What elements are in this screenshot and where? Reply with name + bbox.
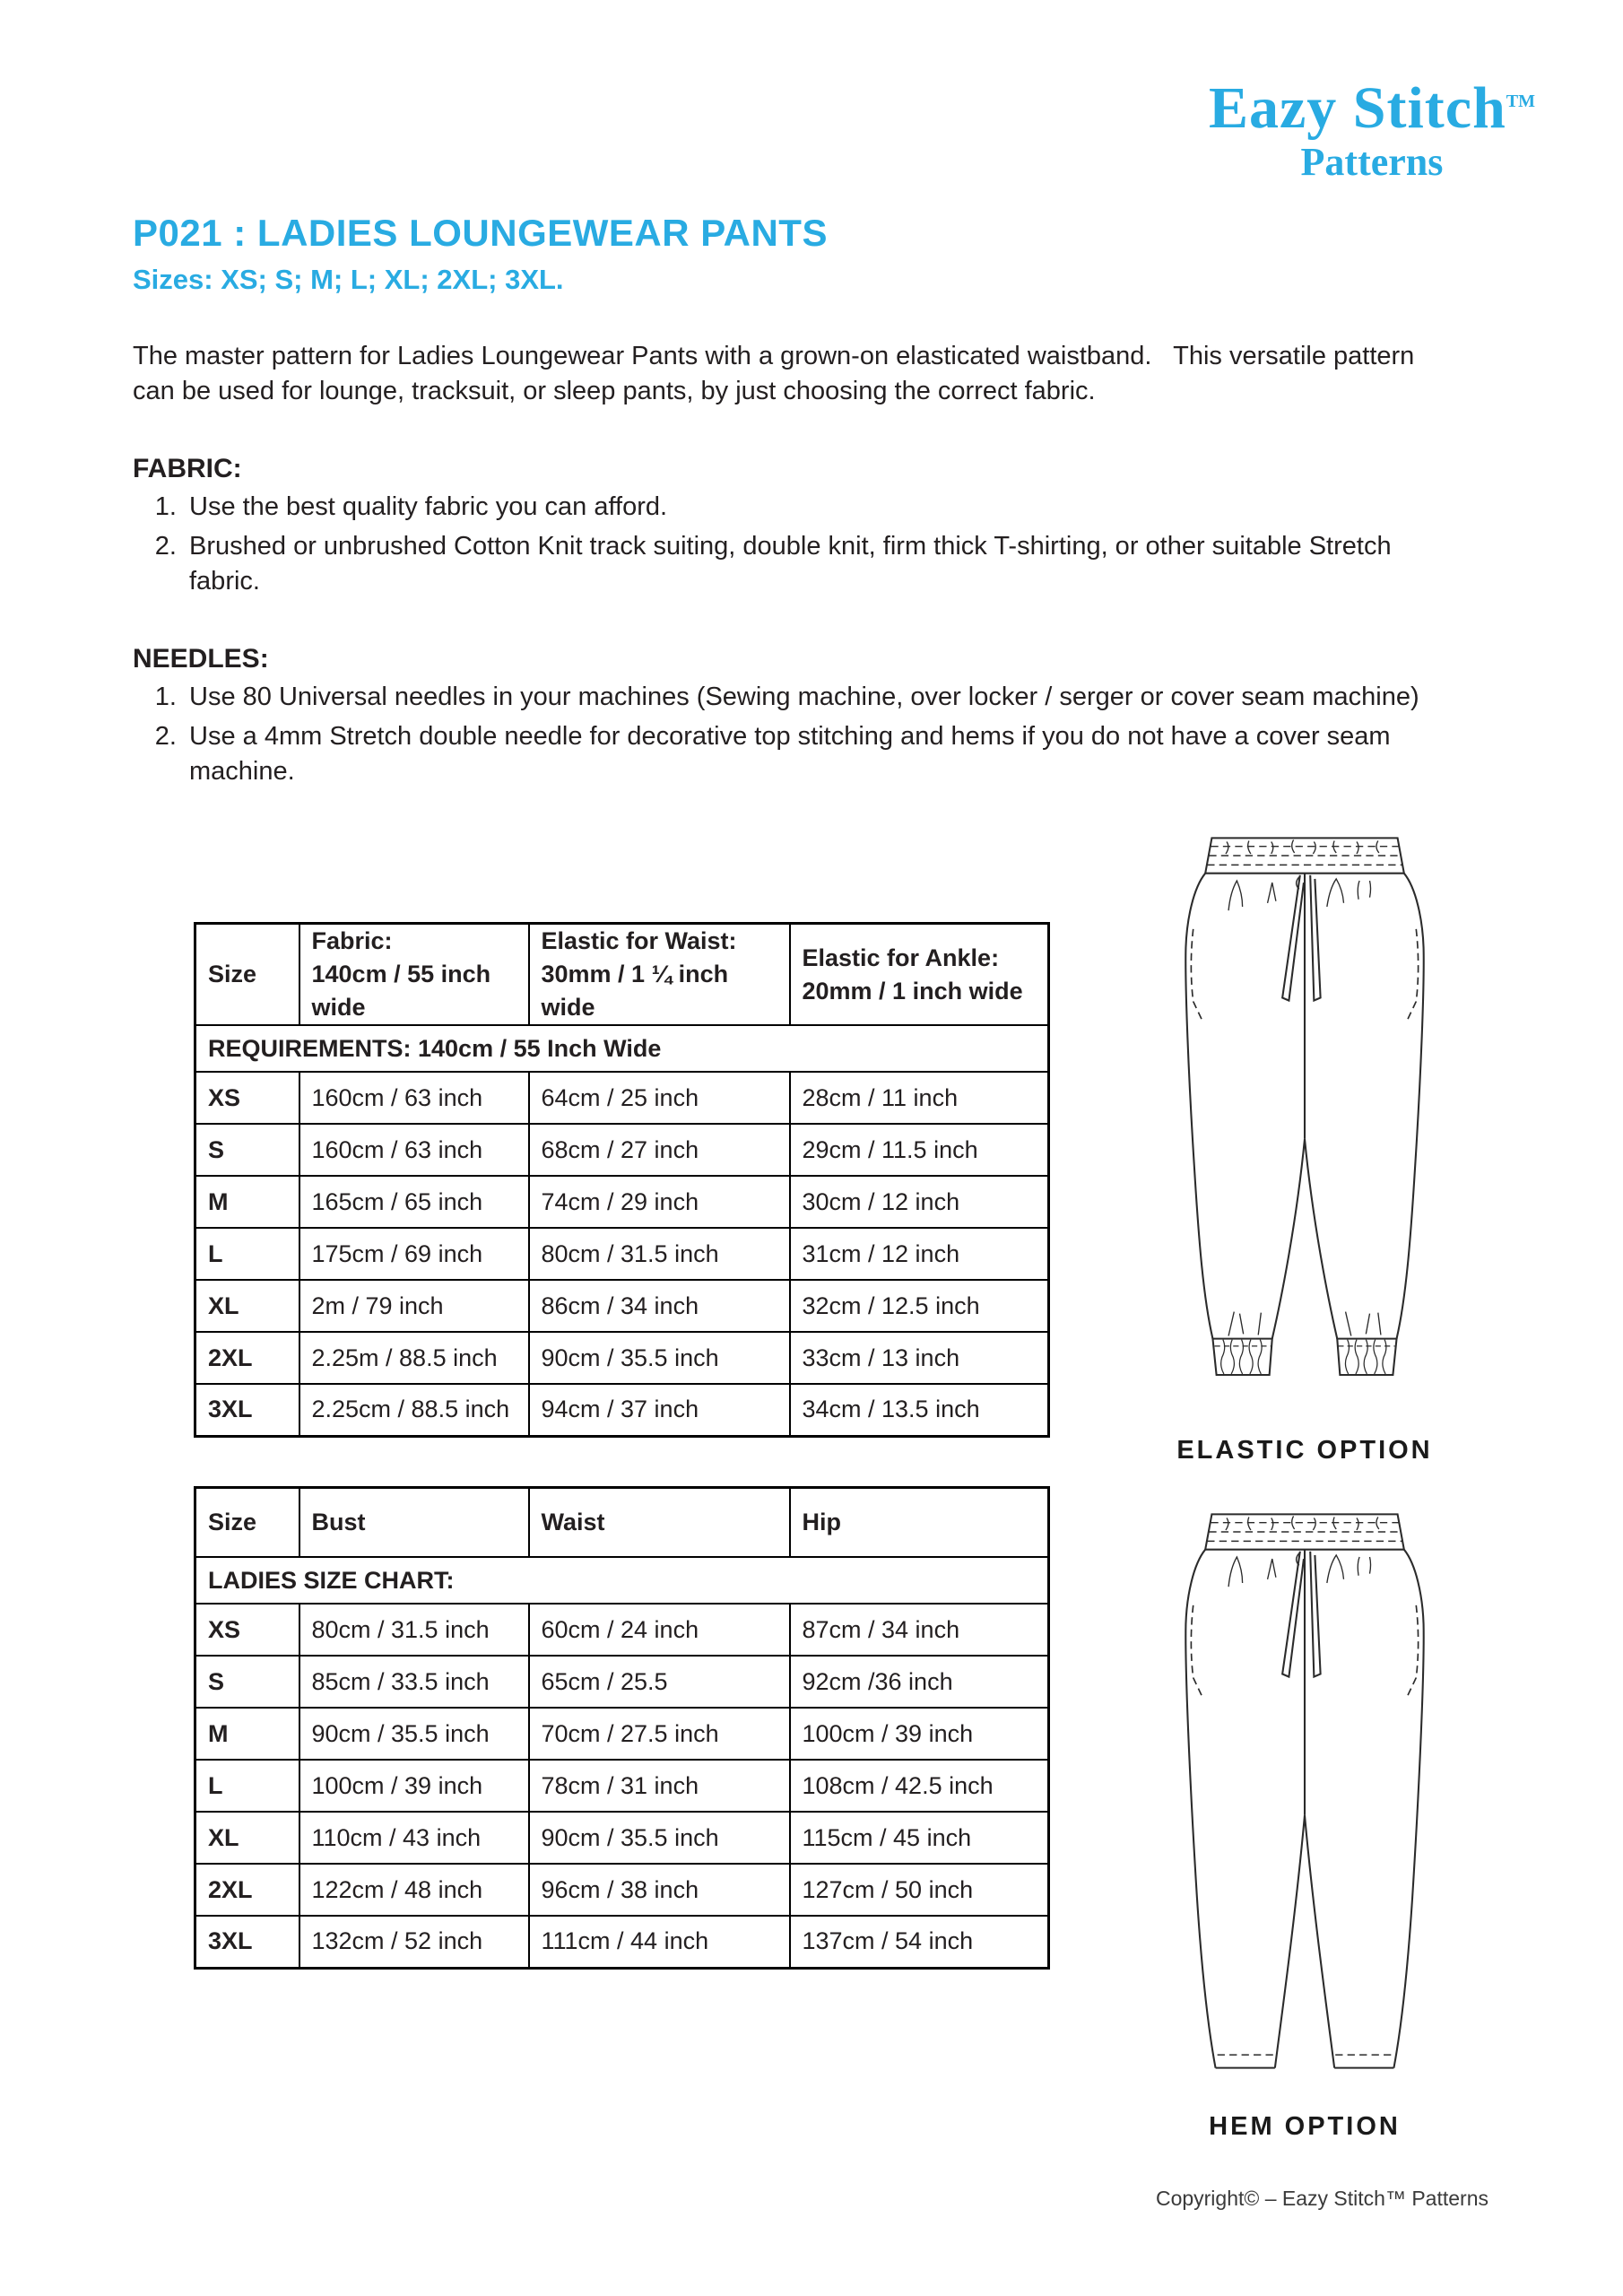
list-item: 2. Use a 4mm Stretch double needle for decorative top stitching and hems if you do not have a cover seam machine. bbox=[184, 719, 1451, 789]
table-cell: L bbox=[195, 1228, 299, 1280]
table-cell: 90cm / 35.5 inch bbox=[299, 1708, 529, 1760]
table-cell: XL bbox=[195, 1812, 299, 1864]
table-cell: 86cm / 34 inch bbox=[529, 1280, 790, 1332]
table-cell: 30cm / 12 inch bbox=[790, 1176, 1049, 1228]
table-cell: 2XL bbox=[195, 1864, 299, 1916]
needles-list bbox=[133, 680, 1451, 789]
table-cell: 100cm / 39 inch bbox=[790, 1708, 1049, 1760]
table-row bbox=[195, 1072, 1049, 1124]
table-cell: 2.25m / 88.5 inch bbox=[299, 1332, 529, 1384]
table-cell: 68cm / 27 inch bbox=[529, 1124, 790, 1176]
table-row bbox=[195, 1384, 1049, 1436]
table-cell: 100cm / 39 inch bbox=[299, 1760, 529, 1812]
trademark-mark: TM bbox=[1506, 91, 1535, 111]
table-cell: 2.25cm / 88.5 inch bbox=[299, 1384, 529, 1436]
table-cell: 92cm /36 inch bbox=[790, 1656, 1049, 1708]
size-chart-header bbox=[195, 1487, 1049, 1557]
table-cell: 29cm / 11.5 inch bbox=[790, 1124, 1049, 1176]
table-row bbox=[195, 1812, 1049, 1864]
elastic-option-figure bbox=[1162, 831, 1447, 1465]
col-header-waist: Waist bbox=[529, 1487, 790, 1557]
col-header-bust: Bust bbox=[299, 1487, 529, 1557]
elastic-option-label: ELASTIC OPTION bbox=[1176, 1436, 1433, 1465]
table-cell: 160cm / 63 inch bbox=[299, 1072, 529, 1124]
table-row bbox=[195, 1656, 1049, 1708]
table-cell: 110cm / 43 inch bbox=[299, 1812, 529, 1864]
table-cell: 122cm / 48 inch bbox=[299, 1864, 529, 1916]
table-row bbox=[195, 1228, 1049, 1280]
col-header-elastic-ankle: Elastic for Ankle: 20mm / 1 inch wide bbox=[790, 924, 1049, 1026]
table-cell: 111cm / 44 inch bbox=[529, 1916, 790, 1968]
table-cell: 80cm / 31.5 inch bbox=[299, 1604, 529, 1656]
requirements-table bbox=[194, 922, 1050, 1438]
table-row bbox=[195, 1916, 1049, 1968]
table-cell: S bbox=[195, 1124, 299, 1176]
requirements-header bbox=[195, 924, 1049, 1026]
table-cell: XL bbox=[195, 1280, 299, 1332]
table-cell: 34cm / 13.5 inch bbox=[790, 1384, 1049, 1436]
table-cell: 3XL bbox=[195, 1916, 299, 1968]
needles-heading: NEEDLES: bbox=[133, 644, 269, 674]
table-cell: XS bbox=[195, 1072, 299, 1124]
col-header-elastic-waist: Elastic for Waist: 30mm / 1 ¼ inch wide bbox=[529, 924, 790, 1026]
table-cell: 33cm / 13 inch bbox=[790, 1332, 1049, 1384]
table-row bbox=[195, 1604, 1049, 1656]
tables-block bbox=[194, 922, 1047, 1970]
table-cell: 90cm / 35.5 inch bbox=[529, 1332, 790, 1384]
table-cell: 3XL bbox=[195, 1384, 299, 1436]
col-header-size: Size bbox=[195, 1487, 299, 1557]
table-cell: M bbox=[195, 1708, 299, 1760]
fabric-list bbox=[133, 490, 1451, 599]
size-chart-body bbox=[195, 1604, 1049, 1968]
illustrations-column bbox=[1162, 831, 1447, 2142]
table-cell: 115cm / 45 inch bbox=[790, 1812, 1049, 1864]
sizes-subtitle: Sizes: XS; S; M; L; XL; 2XL; 3XL. bbox=[133, 264, 564, 295]
table-cell: 87cm / 34 inch bbox=[790, 1604, 1049, 1656]
hem-option-figure bbox=[1162, 1507, 1447, 2142]
table-row bbox=[195, 1708, 1049, 1760]
table-row bbox=[195, 1176, 1049, 1228]
size-chart-table bbox=[194, 1486, 1050, 1970]
size-chart-title: LADIES SIZE CHART: bbox=[195, 1557, 1049, 1604]
table-cell: 64cm / 25 inch bbox=[529, 1072, 790, 1124]
table-cell: 85cm / 33.5 inch bbox=[299, 1656, 529, 1708]
brand-logo bbox=[1208, 75, 1535, 186]
table-row bbox=[195, 1124, 1049, 1176]
table-cell: 160cm / 63 inch bbox=[299, 1124, 529, 1176]
table-cell: 96cm / 38 inch bbox=[529, 1864, 790, 1916]
table-cell: 94cm / 37 inch bbox=[529, 1384, 790, 1436]
col-header-fabric: Fabric: 140cm / 55 inch wide bbox=[299, 924, 529, 1026]
hem-option-illustration bbox=[1175, 1507, 1435, 2101]
table-row bbox=[195, 1760, 1049, 1812]
requirements-title: REQUIREMENTS: 140cm / 55 Inch Wide bbox=[195, 1025, 1049, 1072]
list-item: 2. Brushed or unbrushed Cotton Knit track suiting, double knit, firm thick T-shirting, or other suitable Stretch fabric. bbox=[184, 529, 1451, 599]
table-cell: 175cm / 69 inch bbox=[299, 1228, 529, 1280]
table-cell: 137cm / 54 inch bbox=[790, 1916, 1049, 1968]
table-cell: 60cm / 24 inch bbox=[529, 1604, 790, 1656]
fabric-heading: FABRIC: bbox=[133, 454, 242, 483]
table-row bbox=[195, 1332, 1049, 1384]
table-cell: 28cm / 11 inch bbox=[790, 1072, 1049, 1124]
requirements-title-row bbox=[195, 1025, 1049, 1072]
table-cell: M bbox=[195, 1176, 299, 1228]
table-row bbox=[195, 1280, 1049, 1332]
table-cell: 32cm / 12.5 inch bbox=[790, 1280, 1049, 1332]
table-cell: 80cm / 31.5 inch bbox=[529, 1228, 790, 1280]
table-cell: 132cm / 52 inch bbox=[299, 1916, 529, 1968]
table-cell: XS bbox=[195, 1604, 299, 1656]
table-cell: 2XL bbox=[195, 1332, 299, 1384]
list-item: 1. Use the best quality fabric you can afford. bbox=[184, 490, 1451, 525]
table-cell: S bbox=[195, 1656, 299, 1708]
table-cell: 127cm / 50 inch bbox=[790, 1864, 1049, 1916]
table-row bbox=[195, 1864, 1049, 1916]
table-cell: 90cm / 35.5 inch bbox=[529, 1812, 790, 1864]
page-title: P021 : LADIES LOUNGEWEAR PANTS bbox=[133, 212, 828, 254]
intro-paragraph: The master pattern for Ladies Loungewear Pants with a grown-on elasticated waistband. This versatile pattern can be used for lounge, tracksuit, or sleep pants, by just choosing the correct fabric. bbox=[133, 342, 1422, 405]
table-cell: 74cm / 29 inch bbox=[529, 1176, 790, 1228]
list-item: 1. Use 80 Universal needles in your machines (Sewing machine, over locker / serger or cover seam machine) bbox=[184, 680, 1451, 715]
brand-name-text: Eazy Stitch bbox=[1208, 75, 1506, 141]
table-cell: 31cm / 12 inch bbox=[790, 1228, 1049, 1280]
copyright-notice: Copyright© – Eazy Stitch™ Patterns bbox=[1155, 2187, 1488, 2210]
brand-name bbox=[1208, 75, 1535, 141]
table-cell: 70cm / 27.5 inch bbox=[529, 1708, 790, 1760]
table-cell: 165cm / 65 inch bbox=[299, 1176, 529, 1228]
table-cell: L bbox=[195, 1760, 299, 1812]
elastic-option-illustration bbox=[1175, 831, 1435, 1425]
table-cell: 65cm / 25.5 bbox=[529, 1656, 790, 1708]
table-cell: 108cm / 42.5 inch bbox=[790, 1760, 1049, 1812]
col-header-size: Size bbox=[195, 924, 299, 1026]
size-chart-title-row bbox=[195, 1557, 1049, 1604]
col-header-hip: Hip bbox=[790, 1487, 1049, 1557]
table-cell: 2m / 79 inch bbox=[299, 1280, 529, 1332]
requirements-body bbox=[195, 1072, 1049, 1436]
hem-option-label: HEM OPTION bbox=[1209, 2112, 1401, 2141]
brand-subtitle: Patterns bbox=[1300, 140, 1444, 184]
table-cell: 78cm / 31 inch bbox=[529, 1760, 790, 1812]
table-gap bbox=[194, 1438, 1047, 1486]
